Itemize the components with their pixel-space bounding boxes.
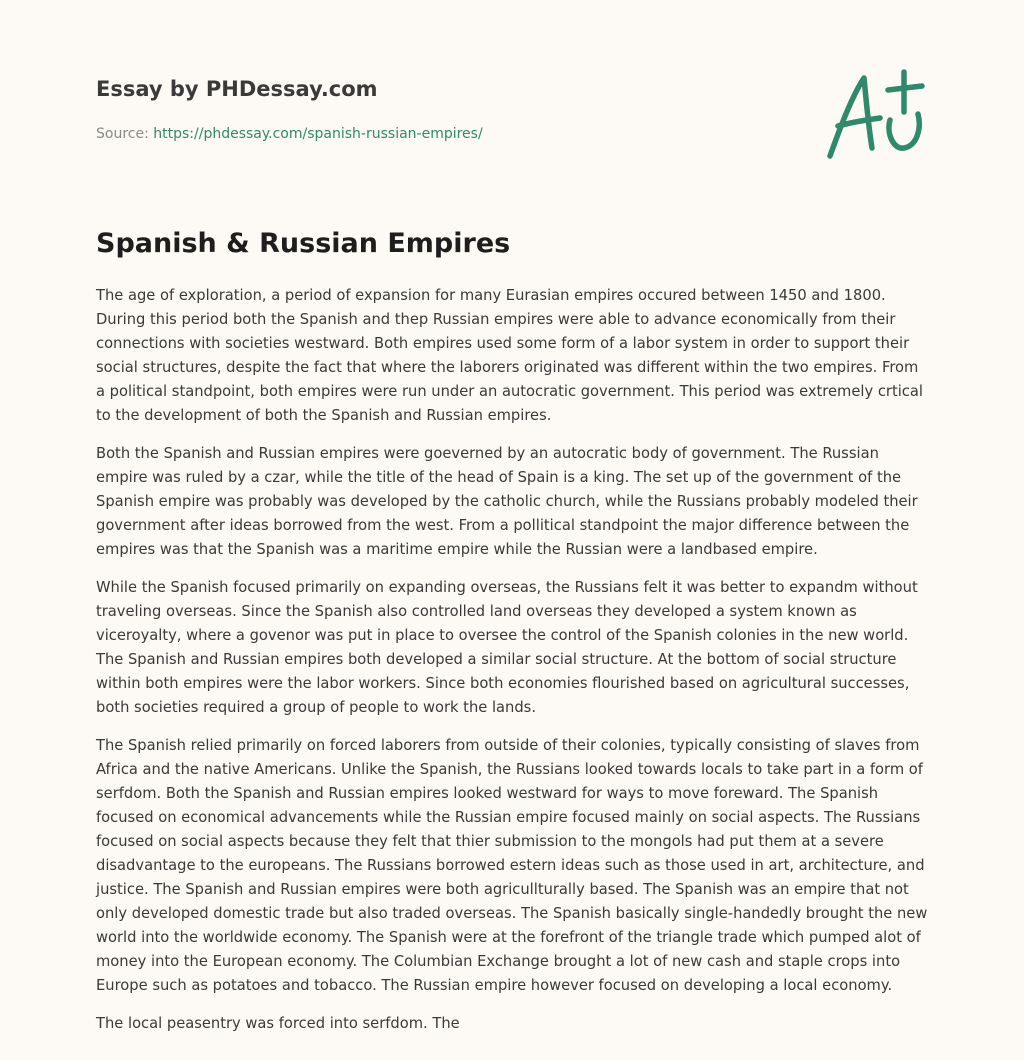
- essay-header: [96, 74, 928, 174]
- paragraph: The age of exploration, a period of expansion for many Eurasian empires occured between 1450 and 1800. During this period both the Spanish and thep Russian empires were able to advance economically from their connections with societies westward. Both empires used some form of a labor system in order to support their social structures, despite the fact that where the laborers originated was different within the two empires. From a political standpoint, both empires were run under an autocratic government. This period was extremely crtical to the development of both the Spanish and Russian empires.: [96, 287, 923, 424]
- source-label: Source:: [96, 126, 154, 142]
- paragraph: While the Spanish focused primarily on expanding overseas, the Russians felt it was better to expandm without traveling overseas. Since the Spanish also controlled land overseas they developed a system known as viceroyalty, where a govenor was put in place to oversee the control of the Spanish colonies in the new world. The Spanish and Russian empires both developed a similar social structure. At the bottom of social structure within both empires were the labor workers. Since both economies flourished based on agricultural successes, both societies required a group of people to work the lands.: [96, 579, 918, 716]
- site-brand: Essay by PHDessay.com: [96, 77, 378, 101]
- paragraph: Both the Spanish and Russian empires were goeverned by an autocratic body of government. The Russian empire was ruled by a czar, while the title of the head of Spain is a king. The set up of the government of the Spanish empire was probably was developed by the catholic church, while the Russians probably modeled their government after ideas borrowed from the west. From a pollitical standpoint the major difference between the empires was that the Spanish was a maritime empire while the Russian were a landbased empire.: [96, 445, 918, 558]
- paragraph: The local peasentry was forced into serfdom. The: [96, 1015, 460, 1032]
- essay-body: [96, 284, 930, 1050]
- a-plus-logo-icon: [824, 68, 928, 164]
- source-line: [96, 124, 483, 144]
- paragraph: The Spanish relied primarily on forced laborers from outside of their colonies, typically consisting of slaves from Africa and the native Americans. Unlike the Spanish, the Russians looked towards locals to take part in a form of serfdom. Both the Spanish and Russian empires looked westward for ways to move foreward. The Spanish focused on economical advancements while the Russian empire focused mainly on social aspects. The Russians focused on social aspects because they felt that thier submission to the mongols had put them at a severe disadvantage to the europeans. The Russians borrowed estern ideas such as those used in art, architecture, and justice. The Spanish and Russian empires were both agricullturally based. The Spanish was an empire that not only developed domestic trade but also traded overseas. The Spanish basically single-handedly brought the new world into the worldwide economy. The Spanish were at the forefront of the triangle trade which pumped alot of money into the European economy. The Columbian Exchange brought a lot of new cash and staple crops into Europe such as potatoes and tobacco. The Russian empire however focused on developing a local economy.: [96, 737, 928, 994]
- essay-title: Spanish & Russian Empires: [96, 228, 511, 259]
- source-link[interactable]: https://phdessay.com/spanish-russian-empires/: [153, 126, 483, 142]
